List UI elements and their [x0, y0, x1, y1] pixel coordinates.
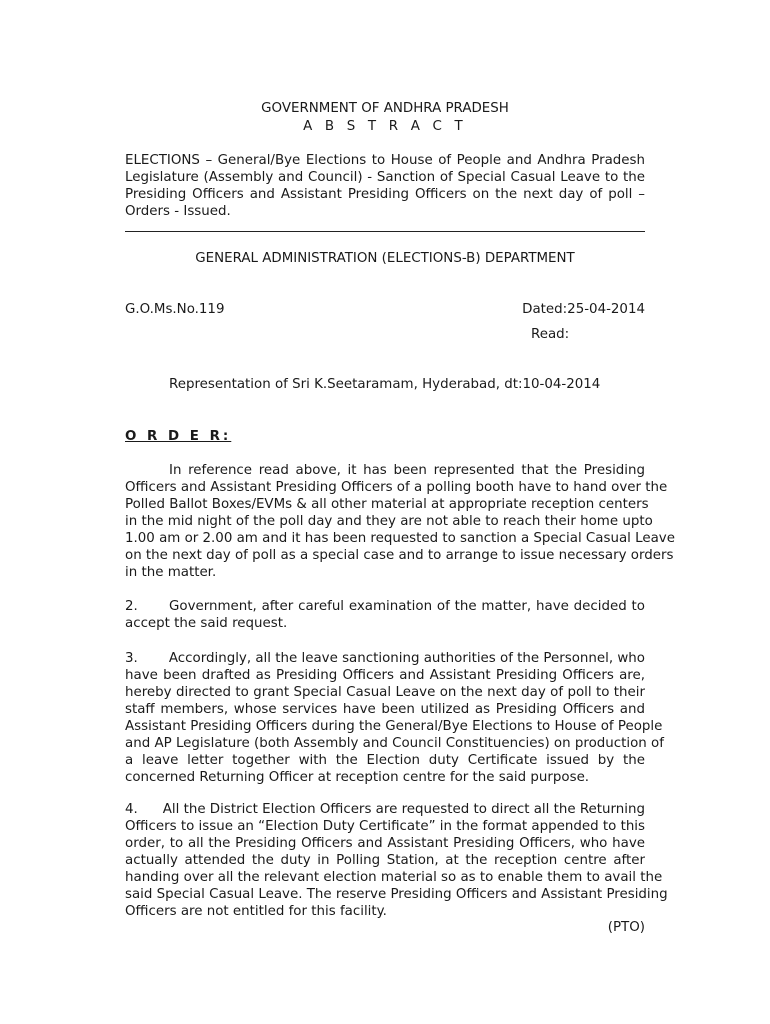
- subject-line: ELECTIONS – General/Bye Elections to House of People and Andhra Pradesh: [125, 153, 645, 168]
- paragraph-line: said Special Casual Leave. The reserve Presiding Officers and Assistant Presiding: [125, 887, 668, 902]
- paragraph-3: [125, 650, 664, 786]
- dated-label: Dated:25-04-2014: [522, 302, 645, 317]
- subject-line: Orders - Issued.: [125, 204, 231, 219]
- paragraph-line: a leave letter together with the Election duty Certificate issued by the: [125, 753, 645, 768]
- paragraph-line: have been drafted as Presiding Officers and Assistant Presiding Officers are,: [125, 668, 645, 683]
- paragraph-2: [125, 598, 645, 632]
- paragraph-text: Government, after careful examination of the matter, have decided to: [169, 599, 645, 614]
- paragraph-text: All the District Election Officers are requested to direct all the Returning: [162, 802, 645, 817]
- reference-line: Representation of Sri K.Seetaramam, Hyderabad, dt:10-04-2014: [169, 377, 601, 392]
- order-heading: O R D E R:: [125, 429, 232, 444]
- paragraph-line: in the matter.: [125, 565, 217, 580]
- government-heading: GOVERNMENT OF ANDHRA PRADESH: [261, 101, 509, 116]
- paragraph-line: and AP Legislature (both Assembly and Council Constituencies) on production of: [125, 736, 664, 751]
- go-number: G.O.Ms.No.119: [125, 302, 225, 317]
- subject-line: Legislature (Assembly and Council) - Sanction of Special Casual Leave to the: [125, 170, 645, 185]
- subject-line: Presiding Officers and Assistant Presiding Officers on the next day of poll –: [125, 187, 645, 202]
- paragraph-line: [125, 801, 645, 818]
- paragraph-line: Officers are not entitled for this facility.: [125, 904, 387, 919]
- paragraph-number: 2.: [125, 599, 138, 614]
- paragraph-1: [125, 462, 675, 581]
- paragraph-line: [125, 650, 645, 667]
- paragraph-number: 3.: [125, 651, 138, 666]
- paragraph-line: order, to all the Presiding Officers and Assistant Presiding Officers, who have: [125, 836, 645, 851]
- paragraph-line: on the next day of poll as a special case and to arrange to issue necessary orders: [125, 548, 674, 563]
- pto-marker: (PTO): [607, 920, 645, 935]
- paragraph-line: handing over all the relevant election material so as to enable them to avail the: [125, 870, 663, 885]
- paragraph-line: Officers and Assistant Presiding Officers of a polling booth have to hand over the: [125, 480, 668, 495]
- paragraph-line: accept the said request.: [125, 616, 288, 631]
- paragraph-line: Polled Ballot Boxes/EVMs & all other material at appropriate reception centers: [125, 497, 649, 512]
- abstract-heading: A B S T R A C T: [303, 119, 467, 134]
- paragraph-line: Officers to issue an “Election Duty Certificate” in the format appended to this: [125, 819, 645, 834]
- horizontal-divider: [125, 231, 645, 232]
- paragraph-number: 4.: [125, 802, 138, 817]
- read-label: Read:: [531, 327, 570, 342]
- paragraph-line: hereby directed to grant Special Casual Leave on the next day of poll to their: [125, 685, 645, 700]
- paragraph-line: actually attended the duty in Polling Station, at the reception centre after: [125, 853, 645, 868]
- department-name: GENERAL ADMINISTRATION (ELECTIONS-B) DEPARTMENT: [195, 251, 575, 266]
- paragraph-line: Assistant Presiding Officers during the General/Bye Elections to House of People: [125, 719, 663, 734]
- paragraph-line: in the mid night of the poll day and they are not able to reach their home upto: [125, 514, 653, 529]
- paragraph-line: staff members, whose services have been utilized as Presiding Officers and: [125, 702, 645, 717]
- paragraph-line: 1.00 am or 2.00 am and it has been requested to sanction a Special Casual Leave: [125, 531, 675, 546]
- paragraph-line: [125, 598, 645, 615]
- paragraph-4: [125, 801, 668, 920]
- paragraph-line: In reference read above, it has been represented that the Presiding: [169, 463, 645, 478]
- paragraph-line: concerned Returning Officer at reception centre for the said purpose.: [125, 770, 590, 785]
- subject-block: [125, 152, 645, 220]
- paragraph-text: Accordingly, all the leave sanctioning authorities of the Personnel, who: [168, 651, 645, 666]
